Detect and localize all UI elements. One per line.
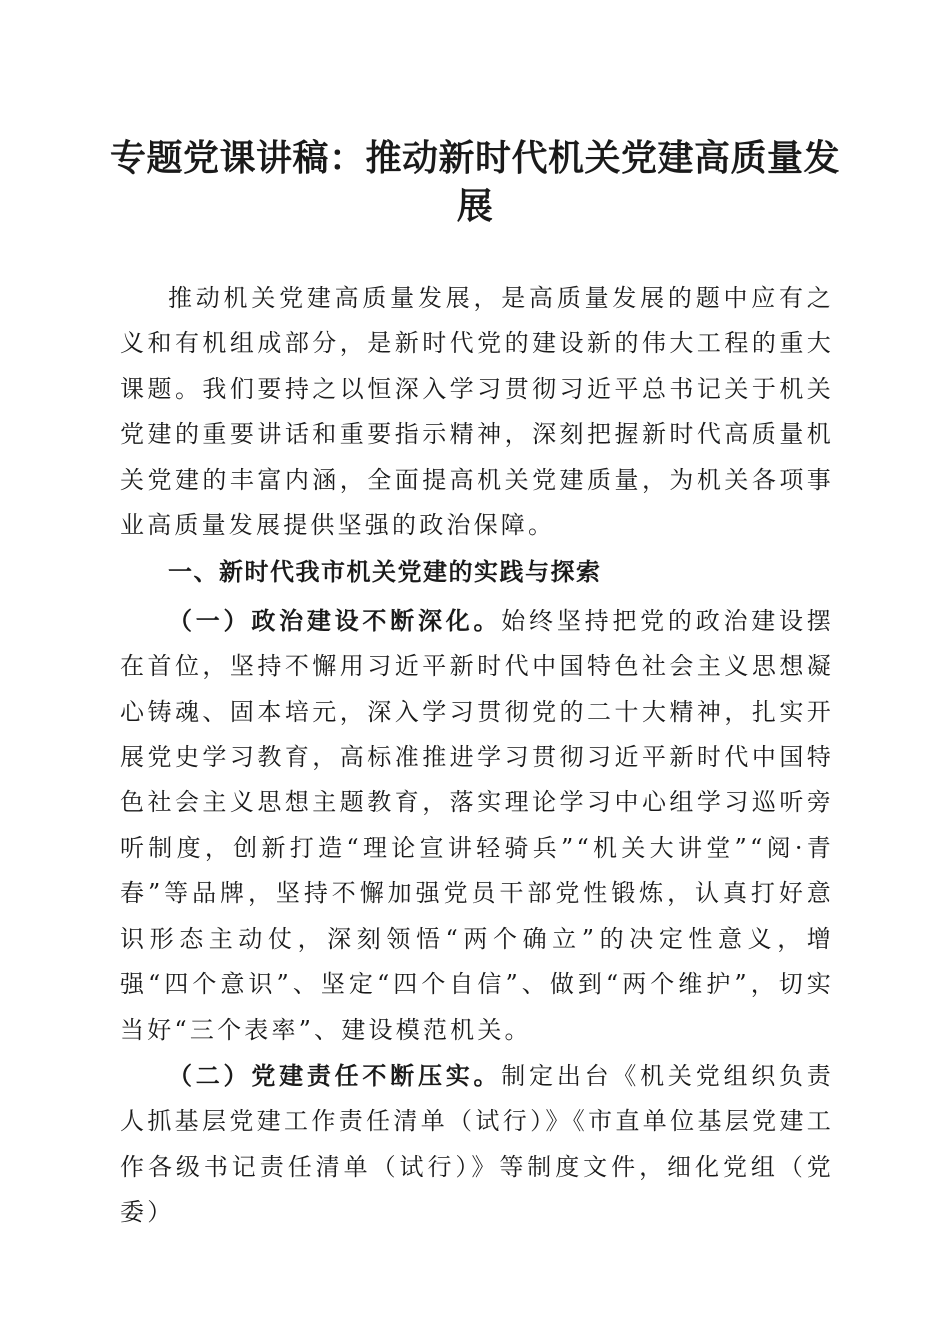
paragraph-text: 推动机关党建高质量发展，是高质量发展的题中应有之义和有机组成部分，是新时代党的建设新的伟大工程的重大课题。我们要持之以恒深入学习贯彻习近平总书记关于机关党建的重要讲话和重要指示精神，深刻把握新时代高质量机关党建的丰富内涵，全面提高机关党建质量，为机关各项事业高质量发展提供坚强的政治保障。 bbox=[120, 284, 834, 540]
paragraph-intro bbox=[120, 276, 834, 548]
document-title: 专题党课讲稿：推动新时代机关党建高质量发展 bbox=[109, 137, 840, 227]
paragraph-lead: （一）政治建设不断深化。 bbox=[168, 605, 502, 635]
paragraph-responsibility bbox=[120, 1053, 834, 1236]
paragraph-text: 制定出台《机关党组织负责人抓基层党建工作责任清单（试行）》《市直单位基层党建工作各级书记责任清单（试行）》等制度文件，细化党组（党委） bbox=[120, 1061, 834, 1227]
document-body bbox=[120, 276, 834, 1236]
section-heading: 一、新时代我市机关党建的实践与探索 bbox=[168, 558, 602, 587]
paragraph-political-construction bbox=[120, 598, 834, 1053]
paragraph-lead: （二）党建责任不断压实。 bbox=[168, 1060, 502, 1090]
paragraph-text: 始终坚持把党的政治建设摆在首位，坚持不懈用习近平新时代中国特色社会主义思想凝心铸魂、固本培元，深入学习贯彻党的二十大精神，扎实开展党史学习教育，高标准推进学习贯彻习近平新时代中国特色社会主义思想主题教育，落实理论学习中心组学习巡听旁听制度，创新打造“理论宣讲轻骑兵”“机关大讲堂”“阅·青春”等品牌，坚持不懈加强党员干部党性锻炼，认真打好意识形态主动仗，深刻领悟“两个确立”的决定性意义，增强“四个意识”、坚定“四个自信”、做到“两个维护”，切实当好“三个表率”、建设模范机关。 bbox=[120, 606, 834, 1044]
